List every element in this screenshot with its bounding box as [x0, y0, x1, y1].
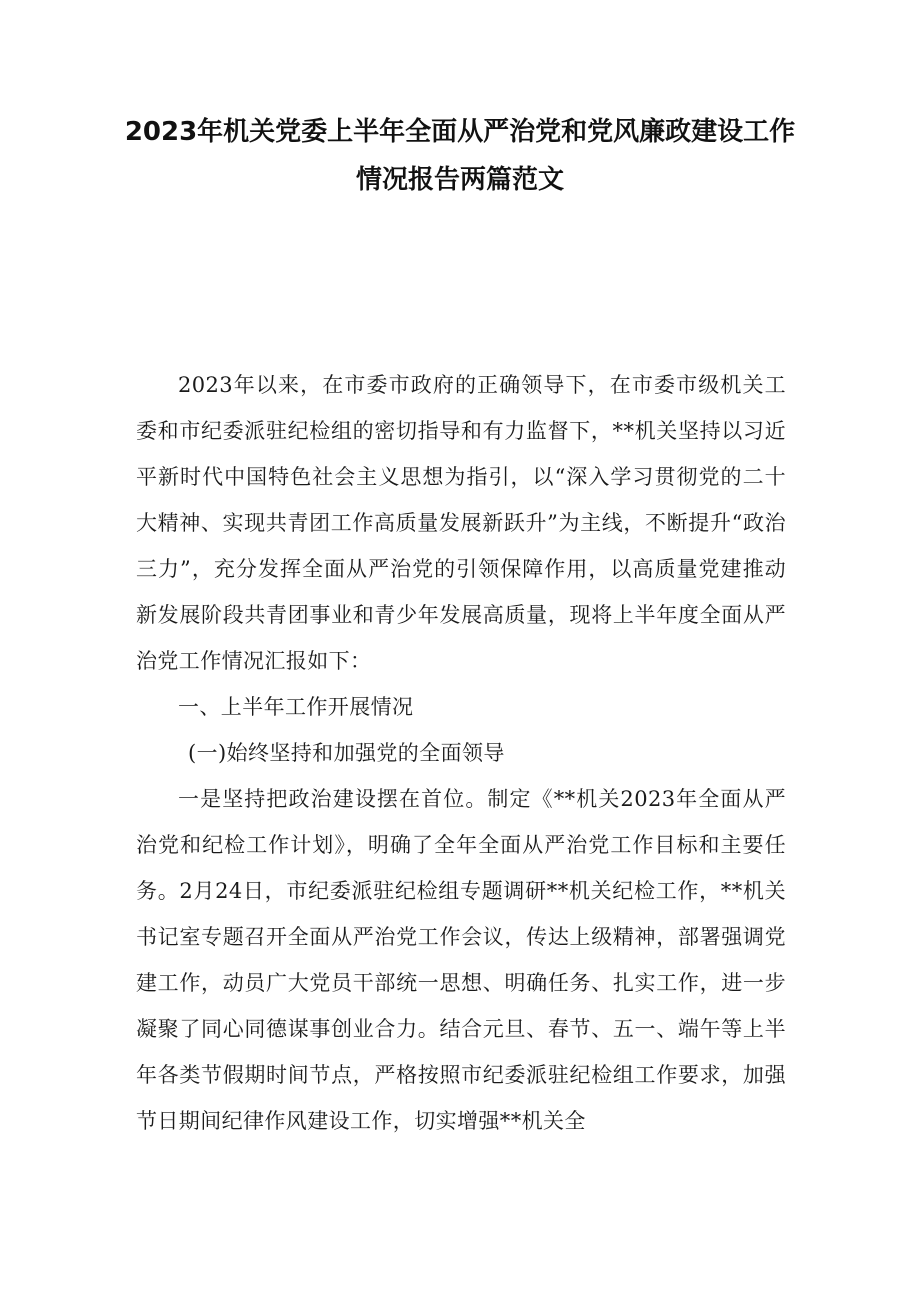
body-paragraph: 一是坚持把政治建设摆在首位。制定《**机关2023年全面从严治党和纪检工作计划》，明确了全年全面从严治党工作目标和主要任务。2月24日，市纪委派驻纪检组专题调研**机关纪检工作，**机关书记室专题召开全面从严治党工作会议，传达上级精神，部署强调党建工作，动员广大党员干部统一思想、明确任务、扎实工作，进一步凝聚了同心同德谋事创业合力。结合元旦、春节、五一、端午等上半年各类节假期时间节点，严格按照市纪委派驻纪检组工作要求，加强节日期间纪律作风建设工作，切实增强**机关全	[136, 787, 786, 1133]
intro-paragraph: 2023年以来，在市委市政府的正确领导下，在市委市级机关工委和市纪委派驻纪检组的密切指导和有力监督下，**机关坚持以习近平新时代中国特色社会主义思想为指引，以“深入学习贯彻党的二十大精神、实现共青团工作高质量发展新跃升”为主线，不断提升“政治三力”，充分发挥全面从严治党的引领保障作用，以高质量党建推动新发展阶段共青团事业和青少年发展高质量，现将上半年度全面从严治党工作情况汇报如下：	[136, 373, 786, 673]
document-body	[136, 362, 786, 1144]
document-title: 2023年机关党委上半年全面从严治党和党风廉政建设工作情况报告两篇范文	[124, 117, 796, 195]
subsection-heading: (一)始终坚持和加强党的全面领导	[188, 741, 505, 765]
section-heading: 一、上半年工作开展情况	[178, 695, 414, 719]
